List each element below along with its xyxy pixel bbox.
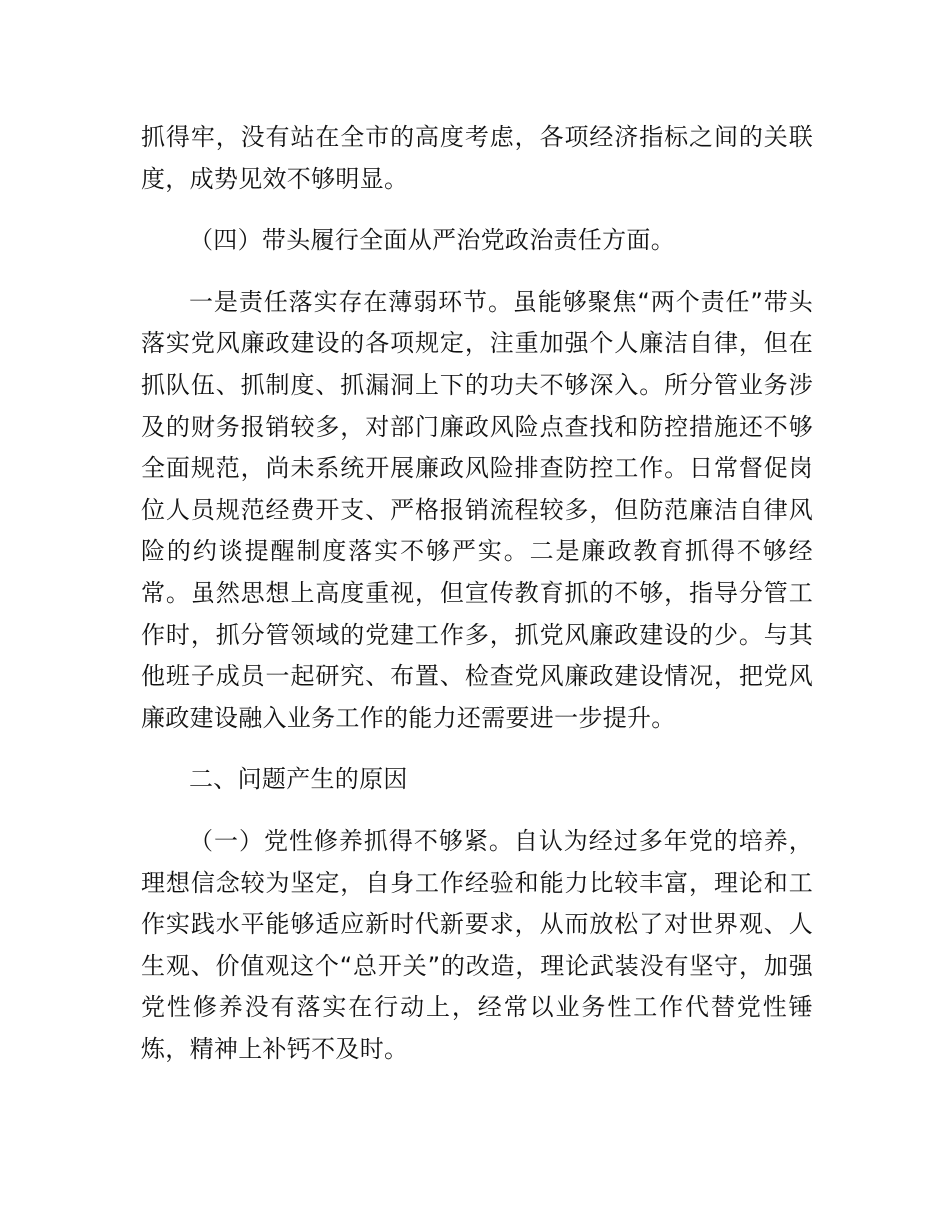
paragraph-responsibility: 一是责任落实存在薄弱环节。虽能够聚焦“两个责任”带头落实党风廉政建设的各项规定，注重加强个人廉洁自律，但在抓队伍、抓制度、抓漏洞上下的功夫不够深入。所分管业务涉及的财务报销较多，对部门廉政风险点查找和防控措施还不够全面规范，尚未系统开展廉政风险排查防控工作。日常督促岗位人员规范经费开支、严格报销流程较多，但防范廉洁自律风险的约谈提醒制度落实不够严实。二是廉政教育抓得不够经常。虽然思想上高度重视，但宣传教育抓的不够，指导分管工作时，抓分管领域的党建工作多，抓党风廉政建设的少。与其他班子成员一起研究、布置、检查党风廉政建设情况，把党风廉政建设融入业务工作的能力还需要进一步提升。 (141, 287, 813, 732)
section-heading-causes: 二、问题产生的原因 (189, 765, 408, 794)
section-heading-four: （四）带头履行全面从严治党政治责任方面。 (189, 226, 675, 255)
paragraph-continuation: 抓得牢，没有站在全市的高度考虑，各项经济指标之间的关联度，成势见效不够明显。 (141, 123, 813, 193)
paragraph-party-spirit: （一）党性修养抓得不够紧。自认为经过多年党的培养，理想信念较为坚定，自身工作经验和能力比较丰富，理论和工作实践水平能够适应新时代新要求，从而放松了对世界观、人生观、价值观这个“总开关”的改造，理论武装没有坚守，加强党性修养没有落实在行动上，经常以业务性工作代替党性锤炼，精神上补钙不及时。 (141, 826, 813, 1063)
document-body (141, 117, 813, 1090)
